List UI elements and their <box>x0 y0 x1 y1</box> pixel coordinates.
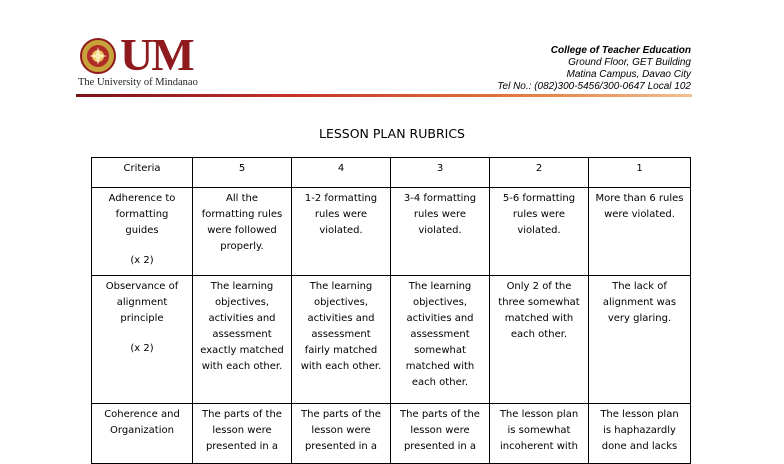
university-seal-icon <box>80 38 116 74</box>
criterion-label: Adherence to formatting guides <box>108 193 176 236</box>
page-title: LESSON PLAN RUBRICS <box>318 126 465 141</box>
header-criteria: Criteria <box>92 158 193 188</box>
rubric-cell: The lesson plan is haphazardly done and lacks <box>589 404 691 464</box>
header-score-3: 3 <box>391 158 490 188</box>
header-score-5: 5 <box>193 158 292 188</box>
rubric-cell: The learning objectives, activities and assessment somewhat matched with each other. <box>391 276 490 404</box>
rubric-cell: Only 2 of the three somewhat matched with each other. <box>490 276 589 404</box>
table-row <box>92 276 691 404</box>
rubric-cell: 1-2 formatting rules were violated. <box>292 188 391 276</box>
logo-wordmark: UM <box>120 29 193 80</box>
address-line-2: Matina Campus, Davao City <box>566 69 691 80</box>
table-row <box>92 188 691 276</box>
rubric-cell: The parts of the lesson were presented in a <box>193 404 292 464</box>
table-row <box>92 404 691 464</box>
rubric-table <box>91 157 691 464</box>
rubric-cell: More than 6 rules were violated. <box>589 188 691 276</box>
rubric-cell: 3-4 formatting rules were violated. <box>391 188 490 276</box>
rubric-cell: The lesson plan is somewhat incoherent with <box>490 404 589 464</box>
college-address-block <box>497 45 691 93</box>
telephone: Tel No.: (082)300-5456/300-0647 Local 102 <box>497 81 691 92</box>
rubric-cell: The parts of the lesson were presented in a <box>292 404 391 464</box>
table-header-row <box>92 158 691 188</box>
criterion-cell <box>92 276 193 404</box>
address-line-1: Ground Floor, GET Building <box>568 57 691 68</box>
rubric-cell: The learning objectives, activities and assessment fairly matched with each other. <box>292 276 391 404</box>
criterion-multiplier: (x 2) <box>130 255 154 266</box>
criterion-multiplier: (x 2) <box>130 343 154 354</box>
header-divider <box>76 94 692 97</box>
rubric-cell: All the formatting rules were followed properly. <box>193 188 292 276</box>
rubric-cell: The learning objectives, activities and assessment exactly matched with each other. <box>193 276 292 404</box>
college-name: College of Teacher Education <box>550 45 691 56</box>
logo-university-name: The University of Mindanao <box>78 77 198 88</box>
header-score-2: 2 <box>490 158 589 188</box>
criterion-cell <box>92 188 193 276</box>
rubric-cell: 5-6 formatting rules were violated. <box>490 188 589 276</box>
university-logo <box>76 29 226 94</box>
rubric-cell: The lack of alignment was very glaring. <box>589 276 691 404</box>
rubric-cell: The parts of the lesson were presented in a <box>391 404 490 464</box>
criterion-label: Coherence and Organization <box>104 409 180 436</box>
header-score-4: 4 <box>292 158 391 188</box>
criterion-label: Observance of alignment principle <box>105 281 179 324</box>
criterion-cell <box>92 404 193 464</box>
header-score-1: 1 <box>589 158 691 188</box>
